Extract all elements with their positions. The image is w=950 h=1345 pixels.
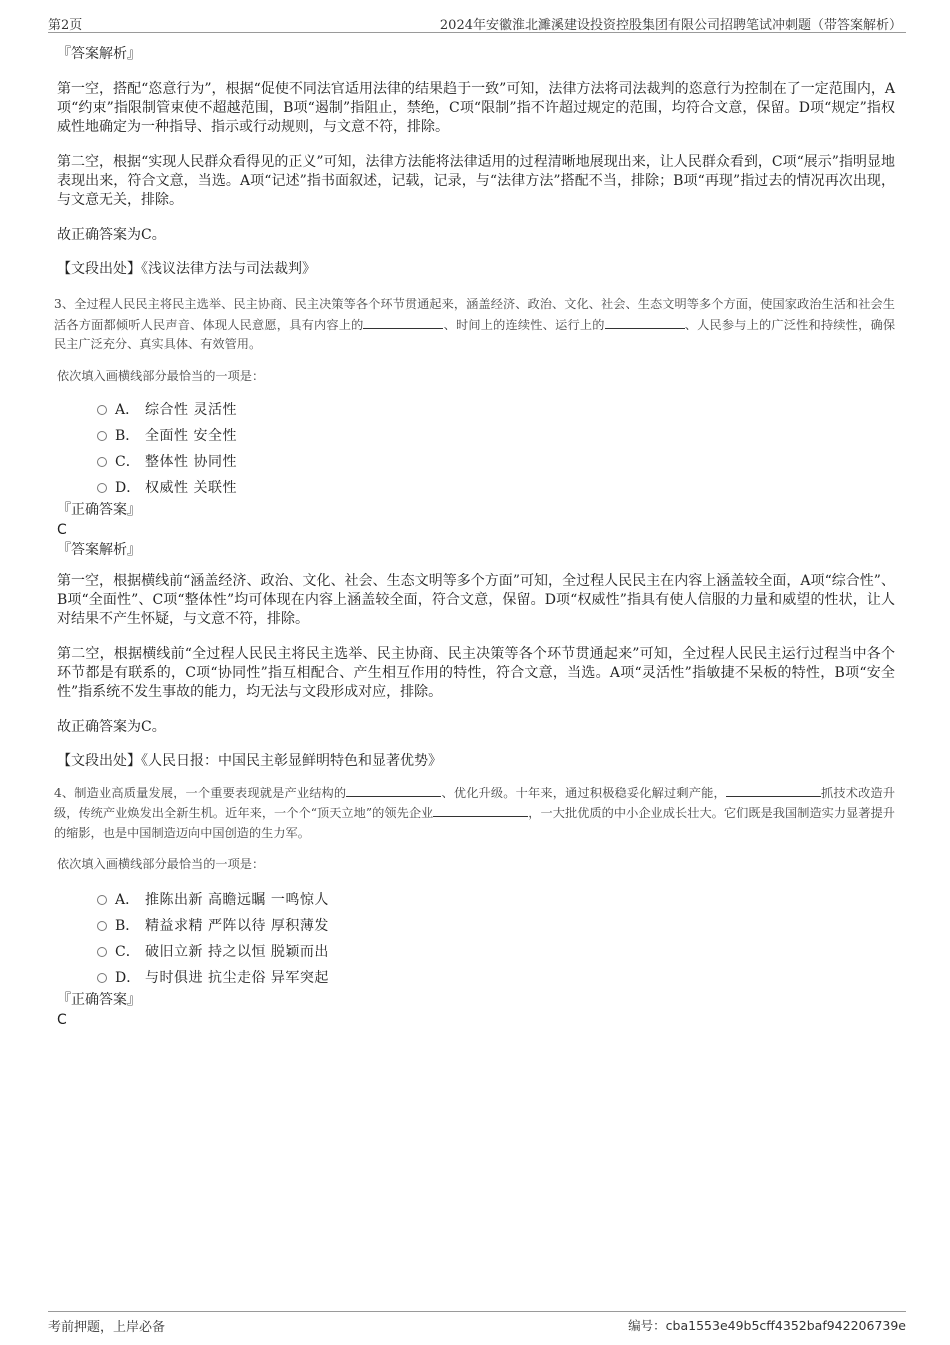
radio-button[interactable] (97, 457, 107, 467)
radio-button[interactable] (97, 895, 107, 905)
analysis-paragraph: 第一空，根据横线前“涵盖经济、政治、文化、社会、生态文明等多个方面”可知，全过程人民民主在内容上涵盖较全面，A项“综合性”、B项“全面性”、C项“整体性”均可体现在内容上涵盖较全面，符合文意，保留。D项“权威性”指具有使人信服的力量和威望的性状，让人对结果不产生怀疑，与文意不符，排除。 (57, 572, 895, 627)
option-b[interactable]: B． 全面性 安全性 (57, 422, 895, 448)
footer-slogan: 考前押题，上岸必备 (48, 1320, 166, 1335)
fill-blank (433, 803, 528, 817)
analysis-label: 『答案解析』 (57, 46, 141, 62)
correct-answer: C (57, 1012, 67, 1028)
option-c[interactable]: C． 整体性 协同性 (57, 448, 895, 474)
analysis-label: 『答案解析』 (57, 541, 141, 558)
document-title: 2024年安徽淮北濉溪建设投资控股集团有限公司招聘笔试冲刺题（带答案解析） (439, 18, 902, 33)
question-instruction: 依次填入画横线部分最恰当的一项是： (57, 368, 265, 383)
option-d[interactable]: D． 权威性 关联性 (57, 474, 895, 500)
fill-blank (726, 783, 821, 797)
fill-blank (363, 315, 443, 329)
option-list (57, 886, 895, 990)
source-citation: 【文段出处】《浅议法律方法与司法裁判》 (57, 261, 316, 277)
document-serial: 编号：cba1553e49b5cff4352baf942206739e (628, 1318, 906, 1333)
analysis-paragraph: 第二空，根据横线前“全过程人民民主将民主选举、民主协商、民主决策等各个环节贯通起来”可知，全过程人民民主运行过程当中各个环节都是有联系的，C项“协同性”指互相配合、产生相互作用的特性，符合文意，当选。A项“灵活性”指敏捷不呆板的特性，B项“安全性”指系统不发生事故的能力，均无法与文段形成对应，排除。 (57, 645, 895, 700)
fill-blank (346, 783, 441, 797)
radio-button[interactable] (97, 921, 107, 931)
answer-label: 『正确答案』 (57, 501, 141, 518)
answer-label: 『正确答案』 (57, 992, 141, 1008)
analysis-paragraph: 第二空，根据“实现人民群众看得见的正义”可知，法律方法能将法律适用的过程清晰地展现出来，让人民群众看到，C项“展示”指明显地表现出来，符合文意，当选。A项“记述”指书面叙述，记载，记录，与“法律方法”搭配不当，排除；B项“再现”指过去的情况再次出现，与文意无关，排除。 (57, 154, 895, 208)
conclusion-text: 故正确答案为C。 (57, 227, 166, 243)
source-citation: 【文段出处】《人民日报：中国民主彰显鲜明特色和显著优势》 (57, 752, 442, 769)
correct-answer: C (57, 521, 67, 538)
question-stem: 3、全过程人民民主将民主选举、民主协商、民主决策等各个环节贯通起来，涵盖经济、政治、文化、社会、生态文明等多个方面，使国家政治生活和社会生活各方面都倾听人民声音、体现人民意愿，具有内容上的 、时间上的连续性、运行上的 、人民参与上的广泛性和持续性，确保民主广泛充分、真实具体、有效管用。 (54, 297, 896, 351)
radio-button[interactable] (97, 973, 107, 983)
option-b[interactable]: B． 精益求精 严阵以待 厚积薄发 (57, 912, 895, 938)
question-stem: 4、制造业高质量发展，一个重要表现就是产业结构的 、优化升级。十年来，通过积极稳妥化解过剩产能， 抓技术改造升级，传统产业焕发出全新生机。近年来，一个个“顶天立地”的领先企业 ，一大批优质的中小企业成长壮大。它们既是我国制造实力显著提升的缩影，也是中国制造迈向中国创造的生力军。 (54, 783, 895, 844)
conclusion-text: 故正确答案为C。 (57, 718, 166, 735)
option-a[interactable]: A． 推陈出新 高瞻远瞩 一鸣惊人 (57, 886, 895, 912)
radio-button[interactable] (97, 483, 107, 493)
page-footer (48, 1311, 906, 1334)
option-d[interactable]: D． 与时俱进 抗尘走俗 异军突起 (57, 964, 895, 990)
analysis-paragraph: 第一空，搭配“恣意行为”，根据“促使不同法官适用法律的结果趋于一致”可知，法律方法将司法裁判的恣意行为控制在了一定范围内，A项“约束”指限制管束使不超越范围，B项“遏制”指阻止，禁绝，C项“限制”指不许超过规定的范围，均符合文意，保留。D项“规定”指权威性地确定为一种指导、指示或行动规则，与文意不符，排除。 (57, 81, 895, 135)
radio-button[interactable] (97, 431, 107, 441)
radio-button[interactable] (97, 405, 107, 415)
option-a[interactable]: A． 综合性 灵活性 (57, 396, 895, 422)
fill-blank (605, 315, 685, 329)
question-instruction: 依次填入画横线部分最恰当的一项是： (57, 857, 265, 871)
page-number: 第2页 (48, 18, 83, 33)
option-c[interactable]: C． 破旧立新 持之以恒 脱颖而出 (57, 938, 895, 964)
option-list (57, 396, 895, 500)
page-header (48, 12, 906, 33)
page-content (54, 44, 896, 1030)
radio-button[interactable] (97, 947, 107, 957)
